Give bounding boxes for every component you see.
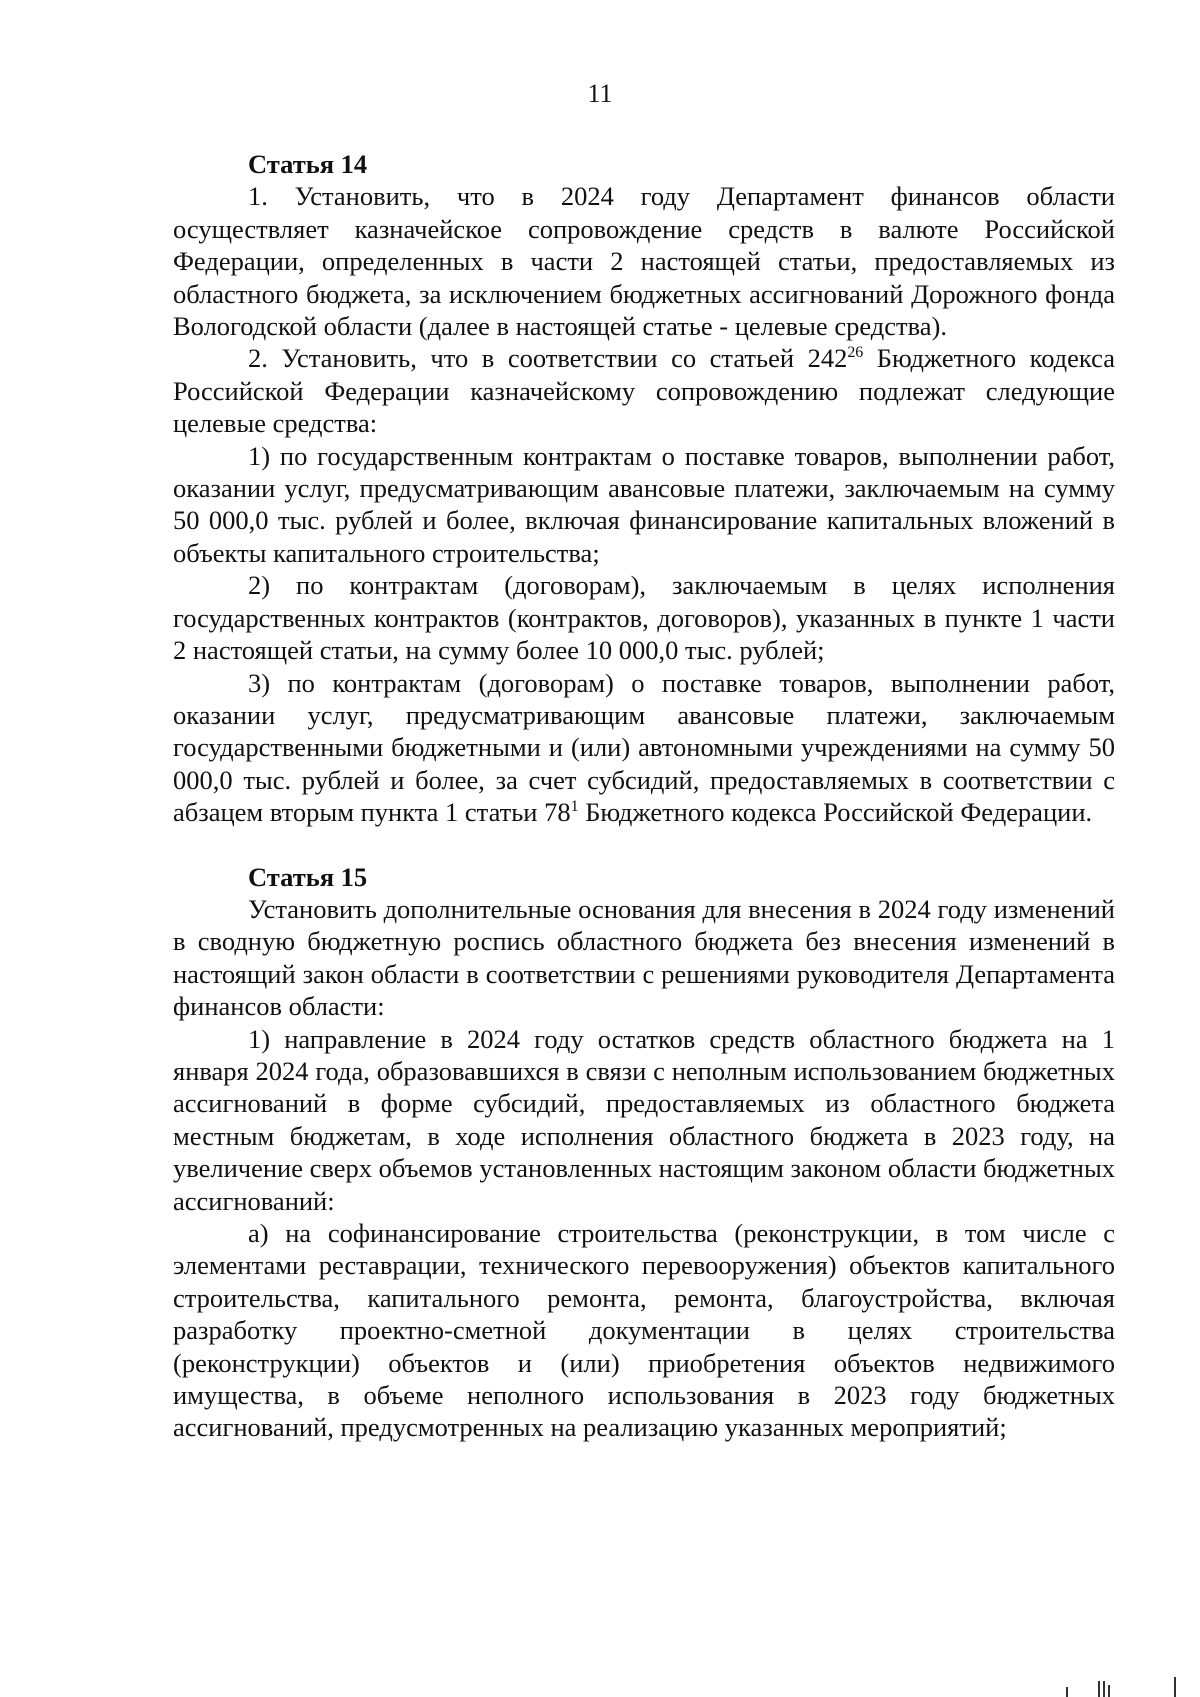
superscript: 1	[570, 798, 579, 816]
list-item-3	[173, 667, 1115, 829]
article-heading: Статья 15	[248, 861, 368, 892]
article-heading: Статья 14	[248, 149, 368, 179]
text-segment: Бюджетного кодекса Российской Федерации казначейскому сопровождению подлежат следующие целевые средства:	[173, 343, 1115, 439]
page-number: 11	[587, 79, 613, 108]
text-segment: 3) по контрактам (договорам) о поставке товаров, выполнении работ, оказании услуг, предусматривающим авансовые платежи, заключаемым государственными бюджетными и (или) автономными учреждениями на сумму 50 000,0 тыс. рублей и более, за счет субсидий, предоставляемых в соответствии с абзацем вторым пункта 1 статьи 78	[173, 667, 1115, 828]
text-segment: 2. Установить, что в соответствии со статьей 242	[248, 343, 848, 374]
article-15-intro: Установить дополнительные основания для внесения в 2024 году изменений в сводную бюджетную роспись областного бюджета без внесения изменений в настоящий закон области в соответствии с решениями руководителя Департамента финансов области:	[173, 893, 1115, 1022]
article-15	[173, 861, 1115, 1444]
text-segment: Бюджетного кодекса Российской Федерации.	[578, 797, 1093, 828]
superscript: 26	[847, 344, 864, 362]
article-14-part-2	[173, 342, 1115, 439]
sub-item-a: а) на софинансирование строительства (реконструкции, в том числе с элементами реставрации, технического перевооружения) объектов капитального строительства, капитального ремонта, ремонта, благоустройства, включая разработку проектно-сметной документации в целях строительства (реконструкции) объектов и (или) приобретения объектов недвижимого имущества, в объеме неполного использования в 2023 году бюджетных ассигнований, предусмотренных на реализацию указанных мероприятий;	[173, 1218, 1115, 1443]
list-item-1: 1) направление в 2024 году остатков средств областного бюджета на 1 января 2024 года, образовавшихся в связи с неполным использованием бюджетных ассигнований в форме субсидий, предоставляемых из областного бюджета местным бюджетам, в ходе исполнения областного бюджета в 2023 году, на увеличение сверх объемов установленных настоящим законом области бюджетных ассигнований:	[173, 1023, 1115, 1216]
scan-edge-marks	[1046, 1675, 1186, 1697]
document-body	[173, 148, 1115, 1444]
article-14	[173, 148, 1115, 829]
list-item-2: 2) по контрактам (договорам), заключаемым в целях исполнения государственных контрактов (контрактов, договоров), указанных в пункте 1 части 2 настоящей статьи, на сумму более 10 000,0 тыс. рублей;	[173, 570, 1115, 666]
article-14-part-1: 1. Установить, что в 2024 году Департамент финансов области осуществляет казначейское сопровождение средств в валюте Российской Федерации, определенных в части 2 настоящей статьи, предоставляемых из областного бюджета, за исключением бюджетных ассигнований Дорожного фонда Вологодской области (далее в настоящей статье - целевые средства).	[173, 181, 1115, 342]
list-item-1: 1) по государственным контрактам о поставке товаров, выполнении работ, оказании услуг, предусматривающим авансовые платежи, заключаемым на сумму 50 000,0 тыс. рублей и более, включая финансирование капитальных вложений в объекты капитального строительства;	[173, 440, 1115, 568]
